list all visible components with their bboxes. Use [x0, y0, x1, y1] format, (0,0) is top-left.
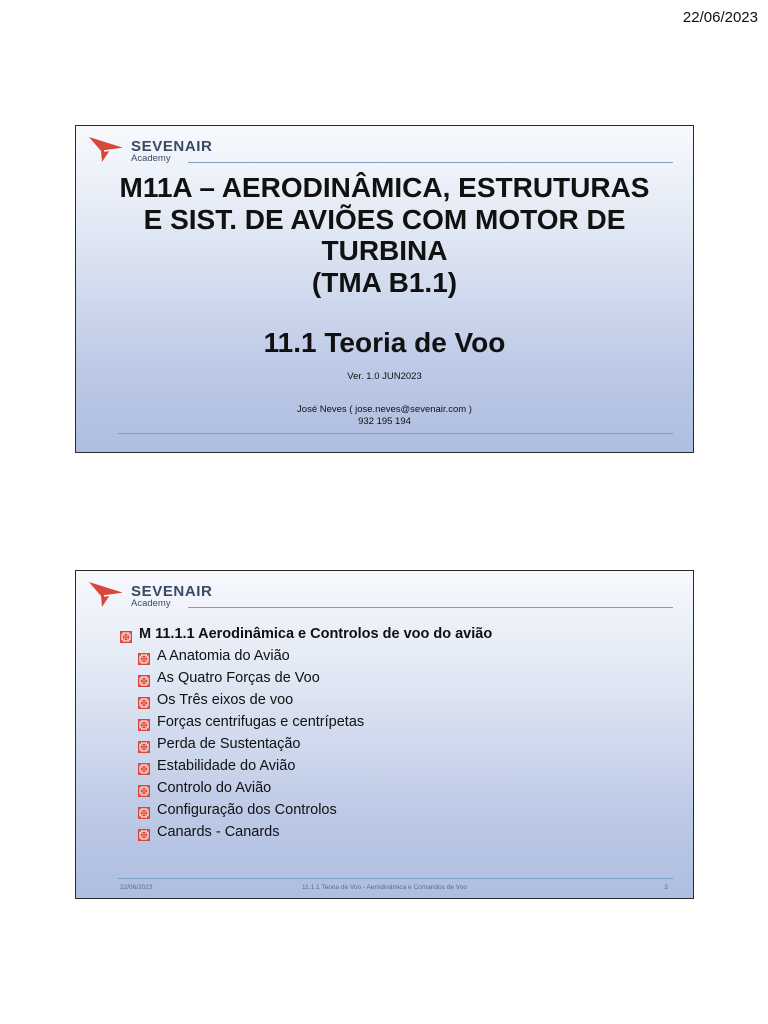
slide-subtitle: 11.1 Teoria de Voo [263, 327, 506, 358]
topic-text: M 11.1.1 Aerodinâmica e Controlos de voo do avião [139, 626, 493, 642]
maltese-cross-icon [138, 672, 150, 684]
topic-item [120, 711, 492, 733]
title-line: E SIST. DE AVIÕES COM MOTOR DE [143, 203, 626, 235]
maltese-cross-icon [138, 694, 150, 706]
page-number: 2 [664, 884, 668, 891]
slide-2 [75, 570, 694, 899]
topic-item [120, 799, 492, 821]
topic-text: Canards - Canards [157, 824, 280, 840]
version-text: Ver. 1.0 JUN2023 [347, 371, 422, 382]
footer-divider [118, 878, 673, 879]
maltese-cross-icon [138, 760, 150, 772]
topic-text: Estabilidade do Avião [157, 758, 296, 774]
footer-title: 11.1.1 Teoria de Voo - Aerodinâmica e Comandos de Voo [302, 884, 467, 891]
topic-item [120, 821, 492, 843]
topic-item [120, 645, 492, 667]
topic-text: As Quatro Forças de Voo [157, 670, 320, 686]
phone-text: 932 195 194 [358, 416, 411, 427]
footer-divider [118, 433, 673, 434]
topic-text: Controlo do Avião [157, 780, 272, 796]
topic-text: Forças centrifugas e centrípetas [157, 714, 365, 730]
slide-1 [75, 125, 694, 453]
author-text: José Neves ( jose.neves@sevenair.com ) [297, 404, 472, 415]
maltese-cross-icon [120, 628, 132, 640]
maltese-cross-icon [138, 738, 150, 750]
title-line: (TMA B1.1) [311, 266, 458, 298]
topic-text: Os Três eixos de voo [157, 692, 294, 708]
header-divider [188, 162, 673, 163]
logo-sub: Academy [131, 598, 171, 609]
topic-text: Configuração dos Controlos [157, 802, 337, 818]
topic-item [120, 777, 492, 799]
logo-name: SEVENAIR [131, 138, 213, 155]
topic-text: Perda de Sustentação [157, 736, 301, 752]
header-divider [188, 607, 673, 608]
maltese-cross-icon [138, 804, 150, 816]
page-date: 22/06/2023 [682, 9, 758, 26]
sevenair-logo-icon [88, 579, 128, 609]
title-line: TURBINA [321, 235, 448, 266]
maltese-cross-icon [138, 650, 150, 662]
topic-item [120, 689, 492, 711]
maltese-cross-icon [138, 716, 150, 728]
footer-date: 22/06/2023 [120, 884, 153, 891]
title-line: M11A – AERODINÂMICA, ESTRUTURAS [119, 172, 650, 203]
topic-text: A Anatomia do Avião [157, 648, 290, 664]
topic-heading [120, 623, 492, 645]
maltese-cross-icon [138, 782, 150, 794]
topic-list [120, 623, 492, 843]
logo-name: SEVENAIR [131, 583, 213, 600]
slide-title [76, 172, 693, 298]
logo-sub: Academy [131, 153, 171, 164]
topic-item [120, 733, 492, 755]
topic-item [120, 755, 492, 777]
maltese-cross-icon [138, 826, 150, 838]
sevenair-logo-icon [88, 134, 128, 164]
topic-item [120, 667, 492, 689]
